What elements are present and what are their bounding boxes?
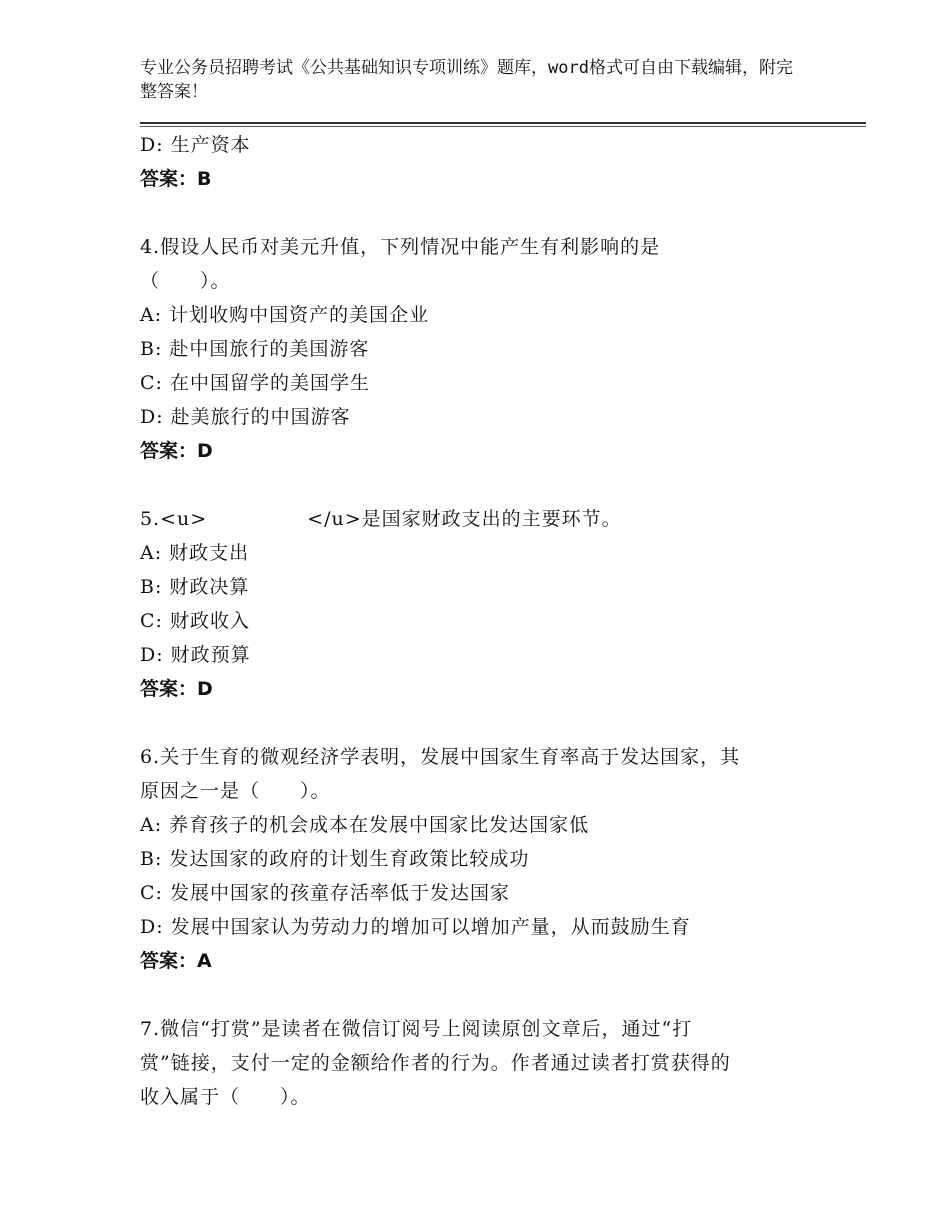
q5-option-a: A: 财政支出 (140, 542, 250, 564)
q7-stem-line2: 赏”链接，支付一定的金额给作者的行为。作者通过读者打赏获得的 (140, 1052, 731, 1074)
question-7 (140, 1012, 800, 1114)
q5-option-c: C: 财政收入 (140, 610, 250, 632)
question-4 (140, 230, 800, 468)
header-divider-thick (140, 122, 866, 124)
q4-stem-line1: 4.假设人民币对美元升值，下列情况中能产生有利影响的是 (140, 236, 661, 258)
q4-option-c: C: 在中国留学的美国学生 (140, 372, 370, 394)
spacer (140, 468, 800, 502)
q6-stem-line1: 6.关于生育的微观经济学表明，发展中国家生育率高于发达国家，其 (140, 746, 741, 768)
question-6 (140, 740, 800, 978)
q6-option-d: D: 发展中国家认为劳动力的增加可以增加产量，从而鼓励生育 (140, 916, 691, 938)
q4-stem-line2: （ ）。 (140, 270, 231, 292)
q7-stem-line1: 7.微信“打赏”是读者在微信订阅号上阅读原创文章后，通过“打 (140, 1018, 693, 1040)
q6-answer: 答案：A (140, 950, 212, 972)
q4-option-d: D: 赴美旅行的中国游客 (140, 406, 351, 428)
q3-option-d: D: 生产资本 (140, 134, 251, 156)
q5-answer: 答案：D (140, 678, 213, 700)
q4-option-a: A: 计划收购中国资产的美国企业 (140, 304, 430, 326)
question-5 (140, 502, 800, 706)
q5-stem: 5.<u> </u>是国家财政支出的主要环节。 (140, 508, 622, 530)
q3-answer: 答案：B (140, 168, 212, 190)
spacer (140, 978, 800, 1012)
question-3 (140, 128, 800, 196)
q6-stem-line2: 原因之一是（ ）。 (140, 780, 331, 802)
q6-option-c: C: 发展中国家的孩童存活率低于发达国家 (140, 882, 510, 904)
q4-option-b: B: 赴中国旅行的美国游客 (140, 338, 370, 360)
spacer (140, 196, 800, 230)
q6-option-a: A: 养育孩子的机会成本在发展中国家比发达国家低 (140, 814, 590, 836)
q4-answer: 答案：D (140, 440, 213, 462)
question-list (140, 128, 800, 1114)
q6-option-b: B: 发达国家的政府的计划生育政策比较成功 (140, 848, 530, 870)
q5-option-b: B: 财政决算 (140, 576, 250, 598)
q7-stem-line3: 收入属于（ ）。 (140, 1086, 311, 1108)
header-divider-thin (140, 126, 866, 127)
q5-option-d: D: 财政预算 (140, 644, 251, 666)
page-header: 专业公务员招聘考试《公共基础知识专项训练》题库，word格式可自由下载编辑，附完整答案！ (140, 58, 793, 102)
spacer (140, 706, 800, 740)
